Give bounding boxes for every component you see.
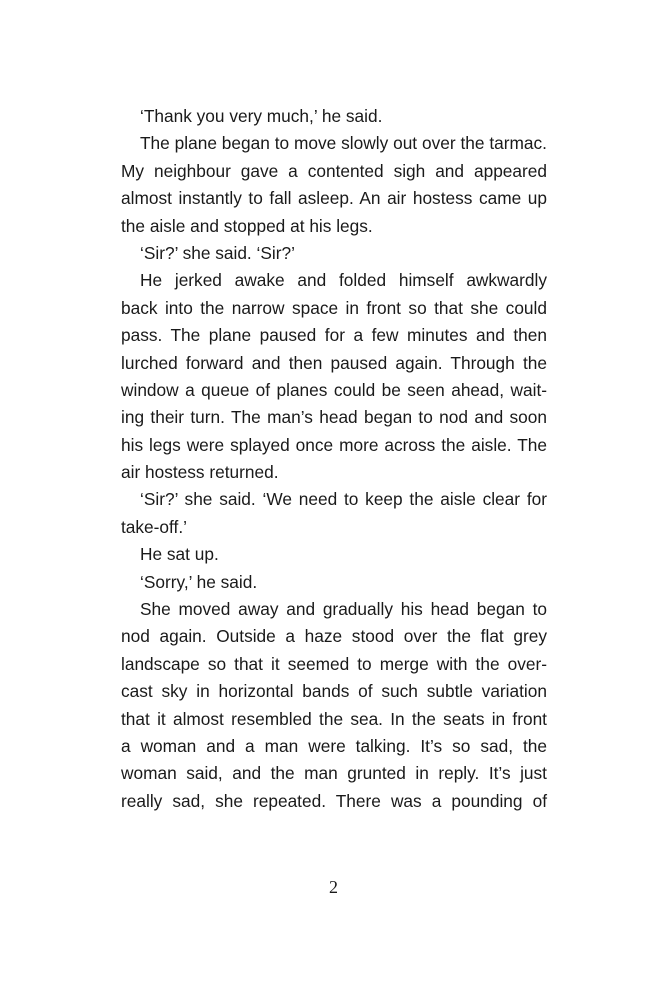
text-line: that it almost resembled the sea. In the seats in front <box>121 708 547 729</box>
text-line: ‘Sir?’ she said. ‘We need to keep the aisle clear for <box>140 489 547 510</box>
text-line: cast sky in horizontal bands of such subtle variation <box>121 681 547 702</box>
text-line: lurched forward and then paused again. Through the <box>121 352 547 373</box>
text-line: window a queue of planes could be seen ahead, wait- <box>121 379 547 400</box>
text-line: The plane began to move slowly out over the tarmac. <box>140 133 547 154</box>
page-number: 2 <box>329 877 338 897</box>
text-line: ‘Sir?’ she said. ‘Sir?’ <box>140 242 295 263</box>
body-text <box>121 103 547 815</box>
text-line: ing their turn. The man’s head began to nod and soon <box>121 407 547 428</box>
text-line: ‘Thank you very much,’ he said. <box>140 106 383 126</box>
text-line: nod again. Outside a haze stood over the flat grey <box>121 626 547 647</box>
text-line: My neighbour gave a contented sigh and appeared <box>121 160 547 181</box>
text-line: back into the narrow space in front so that she could <box>121 297 547 318</box>
text-line: He sat up. <box>140 544 219 565</box>
text-line: landscape so that it seemed to merge with the over- <box>121 653 547 674</box>
text-line: take-off.’ <box>121 516 187 537</box>
text-line: air hostess returned. <box>121 462 279 483</box>
text-line: woman said, and the man grunted in reply. It’s just <box>121 763 547 784</box>
text-line: almost instantly to fall asleep. An air hostess came up <box>121 188 547 209</box>
text-line: ‘Sorry,’ he said. <box>140 571 258 592</box>
text-line: his legs were splayed once more across the aisle. The <box>121 434 547 455</box>
text-line: pass. The plane paused for a few minutes and then <box>121 325 547 346</box>
text-line: a woman and a man were talking. It’s so sad, the <box>121 735 547 756</box>
text-line: the aisle and stopped at his legs. <box>121 215 373 236</box>
text-line: He jerked awake and folded himself awkwardly <box>140 270 547 291</box>
text-line: She moved away and gradually his head began to <box>140 599 547 620</box>
text-line: really sad, she repeated. There was a pounding of <box>121 790 547 811</box>
